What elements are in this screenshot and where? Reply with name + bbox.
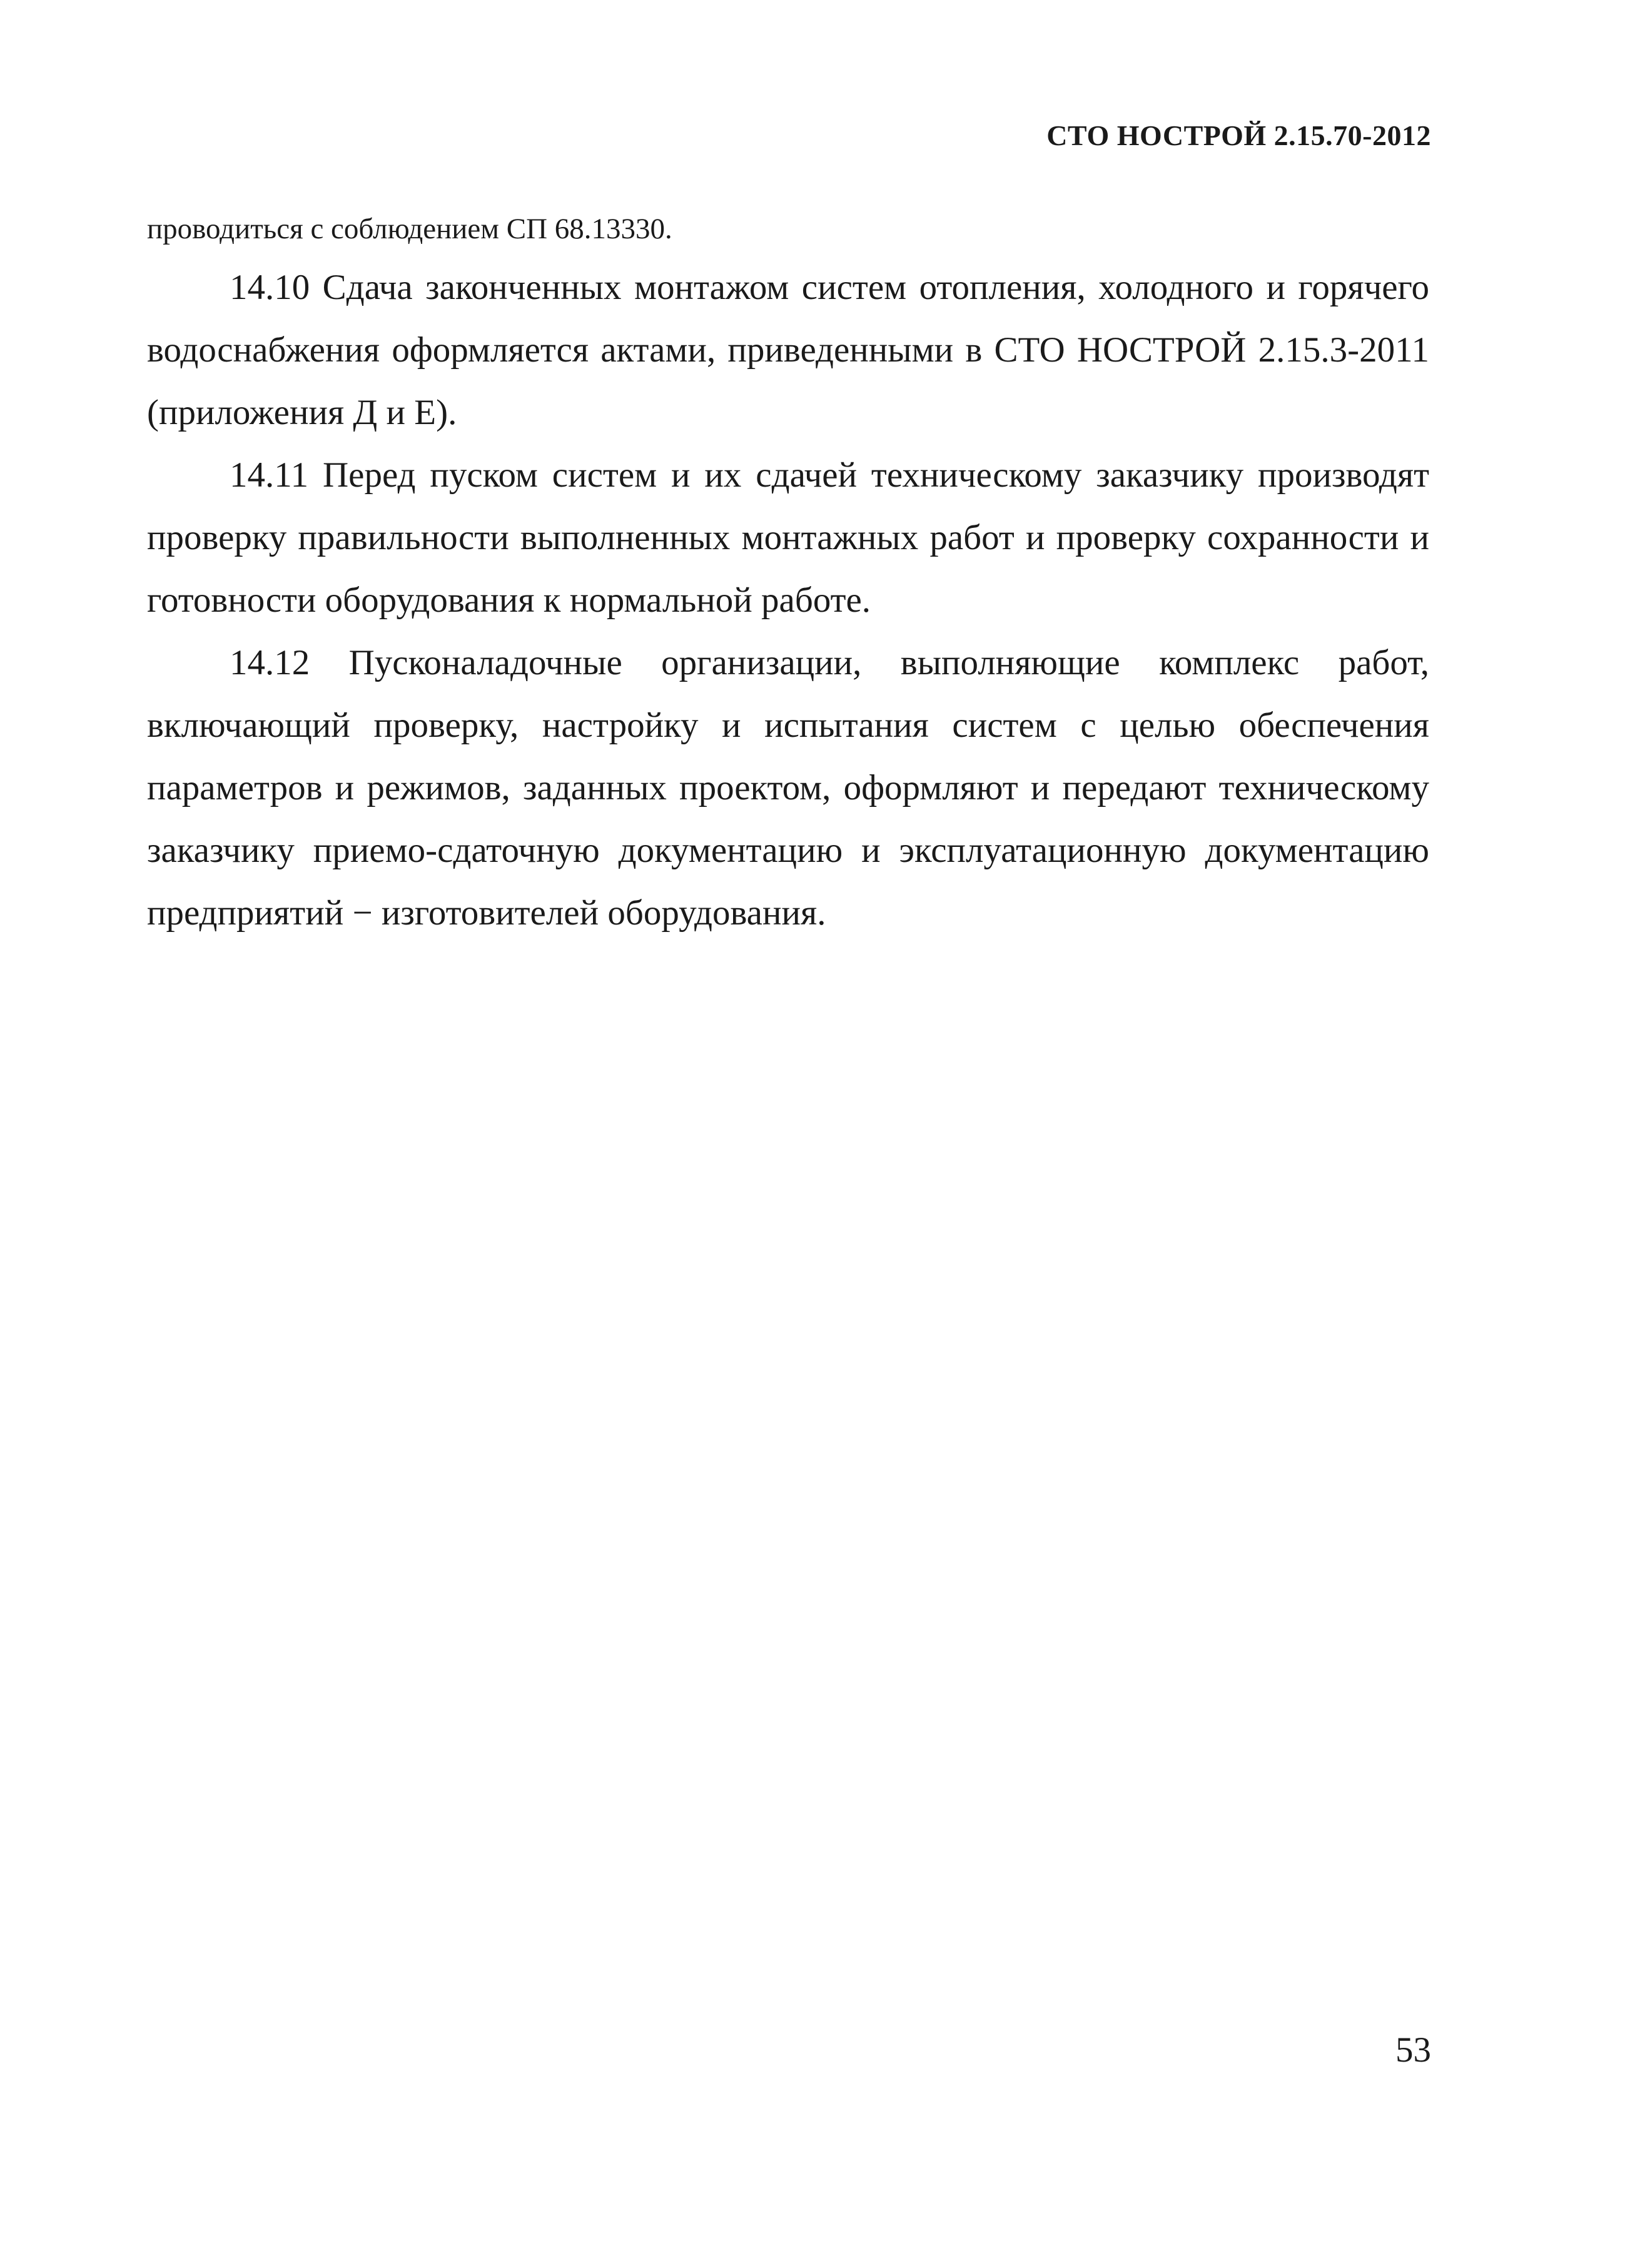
page-number: 53 [1395,2030,1431,2070]
document-header: СТО НОСТРОЙ 2.15.70-2012 [1046,119,1431,151]
continuation-text: проводиться с соблюдением СП 68.13330. [147,213,672,245]
document-body [147,204,1429,944]
paragraph-14-12: 14.12 Пусконаладочные организации, выполняющие комплекс работ, включающий проверку, настройку и испытания систем с целью обеспечения параметров и режимов, заданных проектом, оформляют и передают техническому заказчику приемо-сдаточную документацию и эксплуатационную документацию предприятий − изготовителей оборудования. [147,643,1429,933]
paragraph-14-11: 14.11 Перед пуском систем и их сдачей техническому заказчику производят проверку правильности выполненных монтажных работ и проверку сохранности и готовности оборудования к нормальной работе. [147,455,1429,620]
paragraph-14-10: 14.10 Сдача законченных монтажом систем отопления, холодного и горячего водоснабжения оформляется актами, приведенными в СТО НОСТРОЙ 2.15.3-2011 (приложения Д и Е). [147,268,1429,432]
